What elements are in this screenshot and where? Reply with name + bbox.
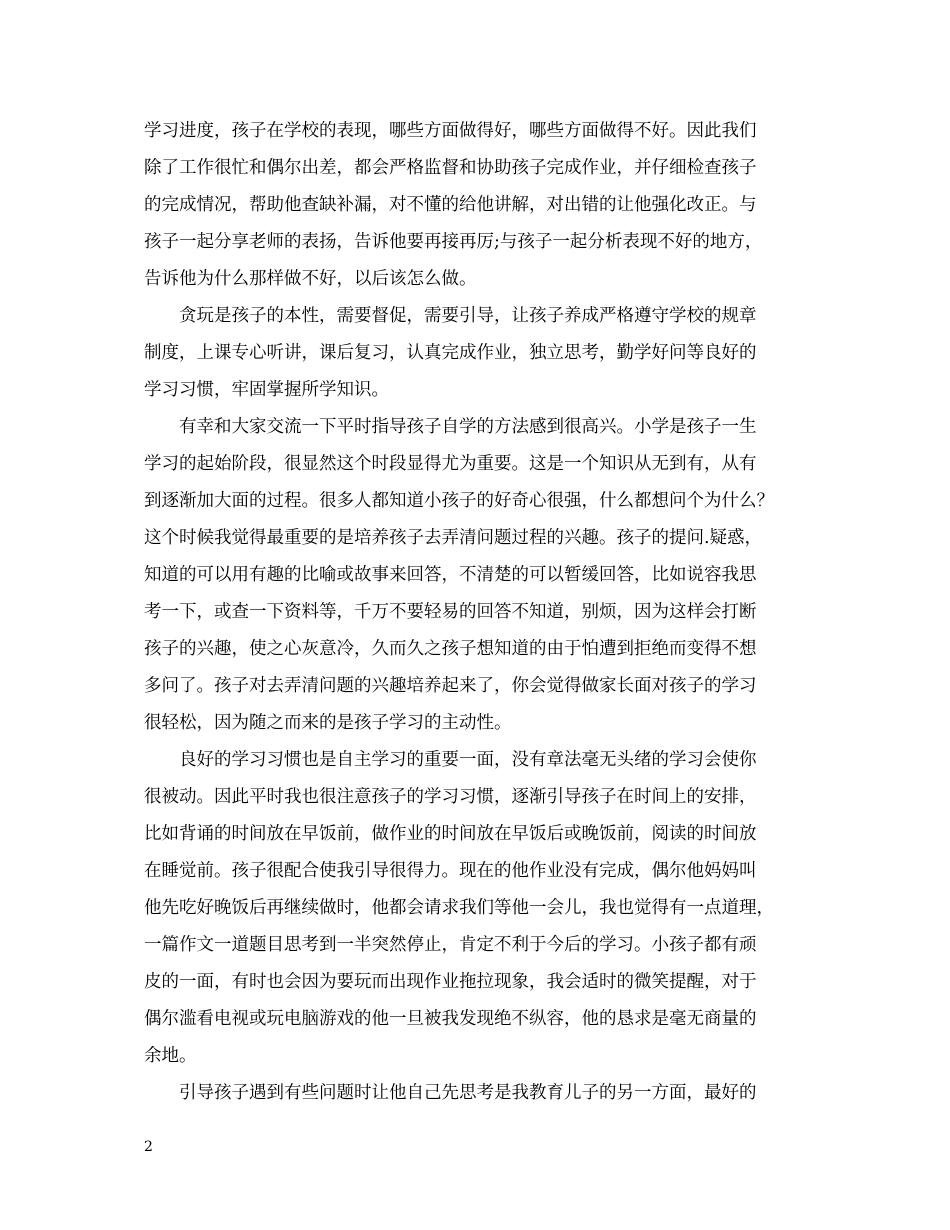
text-line: 皮的一面，有时也会因为要玩而出现作业拖拉现象，我会适时的微笑提醒，对于 — [144, 972, 757, 992]
text-line: 孩子的兴趣，使之心灰意冷，久而久之孩子想知道的由于怕遭到拒绝而变得不想 — [144, 639, 757, 659]
text-line: 比如背诵的时间放在早饭前，做作业的时间放在早饭后或晚饭前，阅读的时间放 — [144, 824, 757, 844]
body-text — [144, 113, 810, 1112]
text-line: 学习的起始阶段，很显然这个时段显得尤为重要。这是一个知识从无到有，从有 — [144, 454, 757, 474]
text-line: 的完成情况，帮助他查缺补漏，对不懂的给他讲解，对出错的让他强化改正。与 — [144, 195, 757, 215]
text-line: 这个时候我觉得最重要的是培养孩子去弄清问题过程的兴趣。孩子的提问.疑惑， — [144, 528, 763, 548]
text-line: 除了工作很忙和偶尔出差，都会严格监督和协助孩子完成作业，并仔细检查孩子 — [144, 158, 757, 178]
text-line: 良好的学习习惯也是自主学习的重要一面，没有章法毫无头绪的学习会使你 — [179, 750, 757, 770]
text-line: 余地。 — [144, 1046, 197, 1066]
text-line: 引导孩子遇到有些问题时让他自己先思考是我教育儿子的另一方面，最好的 — [179, 1083, 757, 1103]
text-line: 偶尔滥看电视或玩电脑游戏的他一旦被我发现绝不纵容，他的恳求是毫无商量的 — [144, 1009, 757, 1029]
text-line: 考一下，或查一下资料等，千万不要轻易的回答不知道，别烦，因为这样会打断 — [144, 602, 757, 622]
text-line: 制度，上课专心听讲，课后复习，认真完成作业，独立思考，勤学好问等良好的 — [144, 343, 757, 363]
text-line: 贪玩是孩子的本性，需要督促，需要引导，让孩子养成严格遵守学校的规章 — [179, 306, 757, 326]
text-line: 很轻松，因为随之而来的是孩子学习的主动性。 — [144, 713, 512, 733]
text-line: 他先吃好晚饭后再继续做时，他都会请求我们等他一会儿，我也觉得有一点道理， — [144, 898, 774, 918]
text-line: 在睡觉前。孩子很配合使我引导很得力。现在的他作业没有完成，偶尔他妈妈叫 — [144, 861, 757, 881]
text-line: 孩子一起分享老师的表扬，告诉他要再接再厉;与孩子一起分析表现不好的地方， — [144, 232, 763, 252]
text-line: 学习习惯，牢固掌握所学知识。 — [144, 380, 389, 400]
text-line: 一篇作文一道题目思考到一半突然停止，肯定不利于今后的学习。小孩子都有顽 — [144, 935, 757, 955]
text-line: 很被动。因此平时我也很注意孩子的学习习惯，逐渐引导孩子在时间上的安排， — [144, 787, 757, 807]
text-line: 告诉他为什么那样做不好，以后该怎么做。 — [144, 269, 477, 289]
text-line: 学习进度，孩子在学校的表现，哪些方面做得好，哪些方面做得不好。因此我们 — [144, 121, 757, 141]
page-number: 2 — [144, 1139, 153, 1155]
text-line: 有幸和大家交流一下平时指导孩子自学的方法感到很高兴。小学是孩子一生 — [179, 417, 757, 437]
text-line: 到逐渐加大面的过程。很多人都知道小孩子的好奇心很强，什么都想问个为什么？ — [144, 491, 774, 511]
text-line: 知道的可以用有趣的比喻或故事来回答，不清楚的可以暂缓回答，比如说容我思 — [144, 565, 757, 585]
text-line: 多问了。孩子对去弄清问题的兴趣培养起来了，你会觉得做家长面对孩子的学习 — [144, 676, 757, 696]
